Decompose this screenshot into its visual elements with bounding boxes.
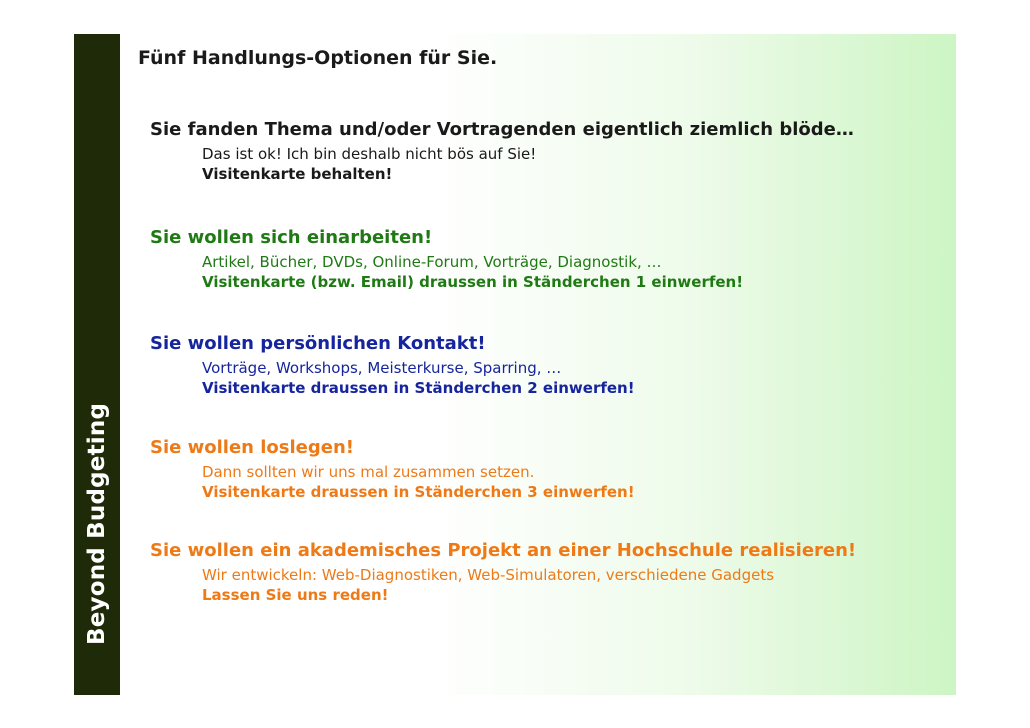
- option-5-detail: Wir entwickeln: Web-Diagnostiken, Web-Simulatoren, verschiedene Gadgets: [202, 566, 775, 584]
- option-4: [150, 436, 635, 502]
- option-3-heading: Sie wollen persönlichen Kontakt!: [150, 333, 486, 354]
- option-3-detail: Vorträge, Workshops, Meisterkurse, Sparring, …: [202, 359, 562, 377]
- option-1-detail: Das ist ok! Ich bin deshalb nicht bös auf Sie!: [202, 145, 537, 163]
- option-1-heading: Sie fanden Thema und/oder Vortragenden eigentlich ziemlich blöde…: [150, 119, 854, 140]
- option-2: [150, 226, 743, 292]
- option-4-action: Visitenkarte draussen in Ständerchen 3 einwerfen!: [202, 483, 635, 501]
- sidebar: [74, 34, 120, 695]
- option-5: [150, 539, 856, 605]
- option-2-detail: Artikel, Bücher, DVDs, Online-Forum, Vorträge, Diagnostik, …: [202, 253, 662, 271]
- option-1: [150, 118, 854, 184]
- option-2-action: Visitenkarte (bzw. Email) draussen in Ständerchen 1 einwerfen!: [202, 273, 744, 291]
- option-3-action: Visitenkarte draussen in Ständerchen 2 einwerfen!: [202, 379, 635, 397]
- option-1-action: Visitenkarte behalten!: [202, 165, 393, 183]
- option-5-heading: Sie wollen ein akademisches Projekt an einer Hochschule realisieren!: [150, 540, 857, 561]
- option-2-heading: Sie wollen sich einarbeiten!: [150, 227, 433, 248]
- option-4-detail: Dann sollten wir uns mal zusammen setzen.: [202, 463, 535, 481]
- slide-title: Fünf Handlungs-Optionen für Sie.: [138, 47, 498, 69]
- sidebar-label: Beyond Budgeting: [84, 402, 110, 645]
- option-3: [150, 332, 635, 398]
- option-5-action: Lassen Sie uns reden!: [202, 586, 389, 604]
- option-4-heading: Sie wollen loslegen!: [150, 437, 354, 458]
